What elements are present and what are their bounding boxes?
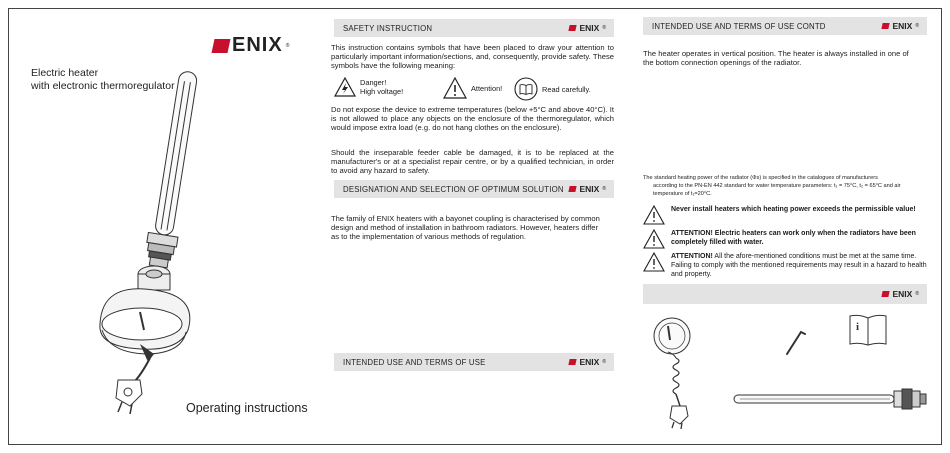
safety-header-brand: ENIX ® xyxy=(569,23,606,33)
bottom-bar-brand: ENIX ® xyxy=(882,289,919,299)
symbol-attention: Attention! xyxy=(443,77,502,99)
enix-logo-mark-icon xyxy=(882,291,890,297)
designation-paragraph: The family of ENIX heaters with a bayonet coupling is characterised by common design and method of installation in bathroom radiators. However, heaters differ as to the implementation of various methods of regulation. xyxy=(331,214,600,241)
cover-brand-logo: ENIX ® xyxy=(213,34,290,57)
high-voltage-icon xyxy=(334,77,356,97)
designation-header-brand: ENIX ® xyxy=(569,184,606,194)
intended-contd-header-brand: ENIX ® xyxy=(882,21,919,31)
warning-all-conditions: ATTENTION! All the afore-mentioned conditions must be met at the same time. Failing to comply with the mentioned requirements may result in a hazard to health and property. xyxy=(643,252,929,279)
warning-fill-with-water: ATTENTION! Electric heaters can work only when the radiators have been completely filled with water. xyxy=(643,229,929,249)
intended-contd-header-bar xyxy=(643,17,927,35)
safety-paragraph-temperature: Do not expose the device to extreme temperatures (below +5°C and above 40°C). It is not allowed to place any objects on the enclosure of the thermoregulator, which would impose extra load (e.g. do not hang clothes on the enclosure). xyxy=(331,105,614,132)
enix-logo-mark-icon xyxy=(212,39,231,53)
warning-power-limit: Never install heaters which heating power exceeds the permissible value! xyxy=(643,205,929,225)
cover-brand-name: ENIX xyxy=(232,34,283,56)
intended-contd-paragraph: The heater operates in vertical position. The heater is always installed in one of the bottom connection openings of the radiator. xyxy=(643,49,909,67)
standard-heating-power-note: The standard heating power of the radiator (Φs) is specified in the catalogues of manufacturers according to the PN-EN 442 standard for water temperature parameters: t₁ = 75°C, t₂ = 65°C and air temperature of t₁=20°C. xyxy=(643,175,901,197)
warning-icon xyxy=(643,229,665,249)
read-manual-icon xyxy=(514,77,538,101)
warning-icon xyxy=(443,77,467,99)
safety-header-bar xyxy=(334,19,614,37)
symbol-danger: Danger! High voltage! xyxy=(334,77,403,97)
designation-header-bar xyxy=(334,180,614,198)
intended-use-header-brand: ENIX ® xyxy=(569,357,606,367)
svg-text:i: i xyxy=(856,321,860,333)
symbol-read-carefully: Read carefully. xyxy=(514,77,591,101)
allen-key-icon xyxy=(783,326,807,356)
enix-logo-mark-icon xyxy=(882,23,890,29)
enix-logo-mark-icon xyxy=(569,359,577,365)
enix-logo-mark-icon xyxy=(569,25,577,31)
intended-contd-header-title: INTENDED USE AND TERMS OF USE CONTD xyxy=(652,21,826,31)
bottom-brand-bar xyxy=(643,284,927,304)
warning-icon xyxy=(643,205,665,225)
manual-book-icon xyxy=(848,312,888,346)
heater-illustration xyxy=(70,62,210,422)
thermoregulator-illustration xyxy=(650,316,700,431)
enix-logo-mark-icon xyxy=(569,186,577,192)
safety-intro: This instruction contains symbols that have been placed to draw your attention to particularly important information/sections, and, consequently, provide safety. These symbols have the following meaning: xyxy=(331,43,614,70)
safety-header-title: SAFETY INSTRUCTION xyxy=(343,23,433,33)
heating-rod-illustration xyxy=(732,386,928,412)
cover-title-line2: with electronic thermoregulator xyxy=(31,80,175,92)
intended-use-header-bar xyxy=(334,353,614,371)
designation-header-title: DESIGNATION AND SELECTION OF OPTIMUM SOLUTION xyxy=(343,184,564,194)
intended-use-header-title: INTENDED USE AND TERMS OF USE xyxy=(343,357,486,367)
cover-footer-title: Operating instructions xyxy=(186,401,308,415)
warning-icon xyxy=(643,252,665,272)
safety-paragraph-cable: Should the inseparable feeder cable be damaged, it is to be replaced at the manufacturer's or at a specialist repair centre, or by a qualified technician, in order to avoid any hazard to safety. xyxy=(331,148,614,175)
cover-title-line1: Electric heater xyxy=(31,67,99,79)
